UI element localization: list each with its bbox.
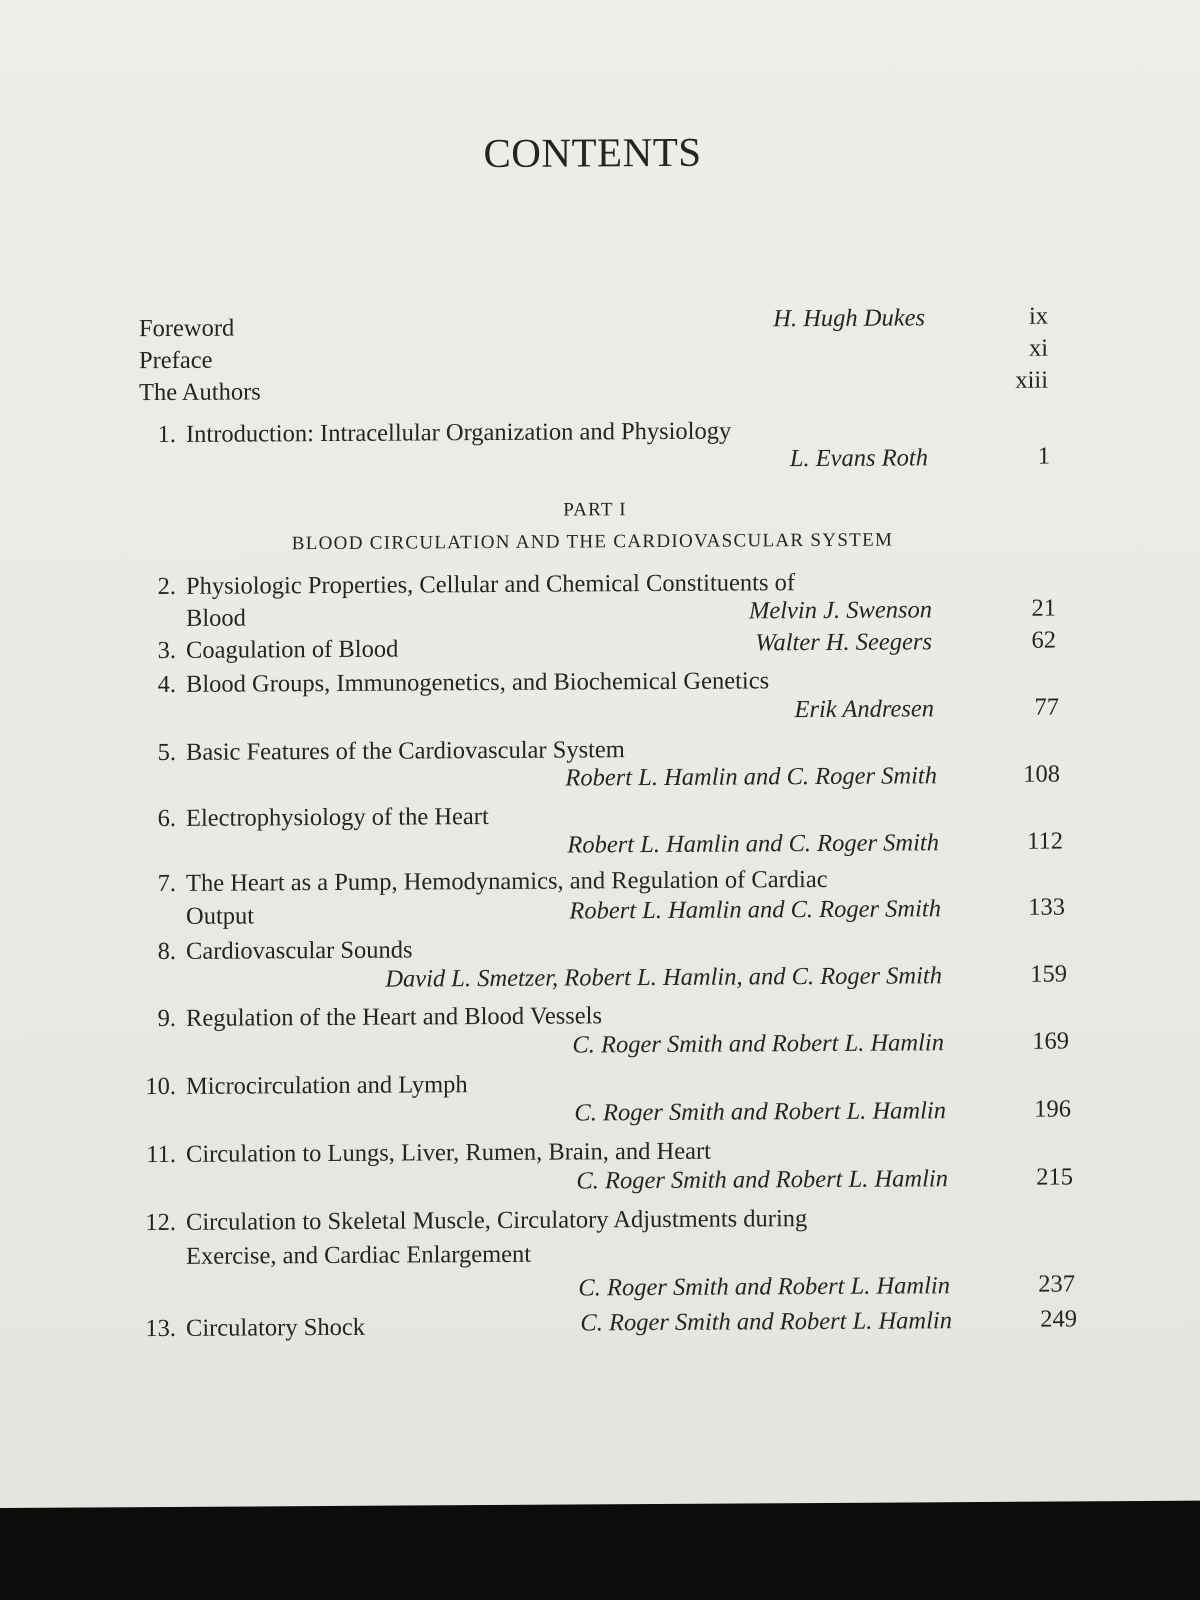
chapter-7-title-line2: Output xyxy=(186,902,255,930)
chapter-8-title: 8. Cardiovascular Sounds xyxy=(157,936,413,966)
chapter-8-page: 159 xyxy=(1030,960,1067,988)
chapter-1-title: 1. Introduction: Intracellular Organization and Physiology xyxy=(157,417,732,449)
part-title: BLOOD CIRCULATION AND THE CARDIOVASCULAR SYSTEM xyxy=(291,529,894,555)
chapter-5-author: Robert L. Hamlin and C. Roger Smith xyxy=(565,762,937,792)
chapter-4-title: 4. Blood Groups, Immunogenetics, and Biochemical Genetics xyxy=(157,667,770,699)
chapter-10-author: C. Roger Smith and Robert L. Hamlin xyxy=(574,1097,946,1127)
front-foreword-label: Foreword xyxy=(139,314,235,343)
chapter-12-title-line1: 12. Circulation to Skeletal Muscle, Circulatory Adjustments during xyxy=(145,1205,808,1237)
chapter-12-page: 237 xyxy=(1038,1270,1075,1298)
chapter-9-page: 169 xyxy=(1032,1027,1069,1055)
front-authors-page: xiii xyxy=(1015,366,1048,394)
chapter-13-title: 13. Circulatory Shock xyxy=(145,1313,365,1343)
chapter-6-title: 6. Electrophysiology of the Heart xyxy=(157,803,489,833)
chapter-2-title-line1: 2. Physiologic Properties, Cellular and Chemical Constituents of xyxy=(157,569,796,601)
chapter-12-title-line2: Exercise, and Cardiac Enlargement xyxy=(186,1240,532,1270)
chapter-1-author: L. Evans Roth xyxy=(789,444,928,473)
chapter-2-page: 21 xyxy=(1031,594,1056,622)
front-foreword-page: ix xyxy=(1028,302,1048,330)
front-preface-page: xi xyxy=(1028,334,1048,362)
chapter-7-title-line1: 7. The Heart as a Pump, Hemodynamics, and Regulation of Cardiac xyxy=(157,865,828,898)
chapter-10-page: 196 xyxy=(1034,1095,1071,1123)
chapter-6-author: Robert L. Hamlin and C. Roger Smith xyxy=(567,829,939,859)
page-title: CONTENTS xyxy=(483,128,702,177)
chapter-2-author: Melvin J. Swenson xyxy=(748,596,932,625)
chapter-4-page: 77 xyxy=(1034,693,1059,721)
front-foreword-author: H. Hugh Dukes xyxy=(773,304,925,333)
chapter-11-author: C. Roger Smith and Robert L. Hamlin xyxy=(576,1165,948,1195)
chapter-1-page: 1 xyxy=(1037,442,1050,470)
chapter-10-title: 10. Microcirculation and Lymph xyxy=(145,1071,468,1101)
chapter-8-author: David L. Smetzer, Robert L. Hamlin, and C. Roger Smith xyxy=(385,962,942,993)
chapter-9-author: C. Roger Smith and Robert L. Hamlin xyxy=(572,1029,944,1059)
chapter-7-page: 133 xyxy=(1028,893,1065,921)
chapter-4-author: Erik Andresen xyxy=(794,695,934,724)
chapter-5-title: 5. Basic Features of the Cardiovascular System xyxy=(157,736,625,767)
chapter-11-page: 215 xyxy=(1036,1163,1073,1191)
chapter-6-page: 112 xyxy=(1027,827,1063,855)
chapter-3-page: 62 xyxy=(1031,626,1056,654)
chapter-3-title: 3. Coagulation of Blood xyxy=(157,635,399,665)
chapter-2-title-line2: Blood xyxy=(186,604,246,632)
front-preface-label: Preface xyxy=(139,346,213,375)
chapter-12-author: C. Roger Smith and Robert L. Hamlin xyxy=(578,1272,950,1302)
chapter-5-page: 108 xyxy=(1023,760,1060,788)
chapter-9-title: 9. Regulation of the Heart and Blood Vessels xyxy=(157,1002,602,1033)
chapter-11-title: 11. Circulation to Lungs, Liver, Rumen, Brain, and Heart xyxy=(146,1137,711,1169)
front-authors-label: The Authors xyxy=(139,378,261,407)
chapter-7-author: Robert L. Hamlin and C. Roger Smith xyxy=(569,895,941,925)
chapter-13-author: C. Roger Smith and Robert L. Hamlin xyxy=(580,1307,952,1337)
part-label: PART I xyxy=(563,499,627,521)
chapter-13-page: 249 xyxy=(1040,1305,1077,1333)
chapter-3-author: Walter H. Seegers xyxy=(755,628,932,657)
